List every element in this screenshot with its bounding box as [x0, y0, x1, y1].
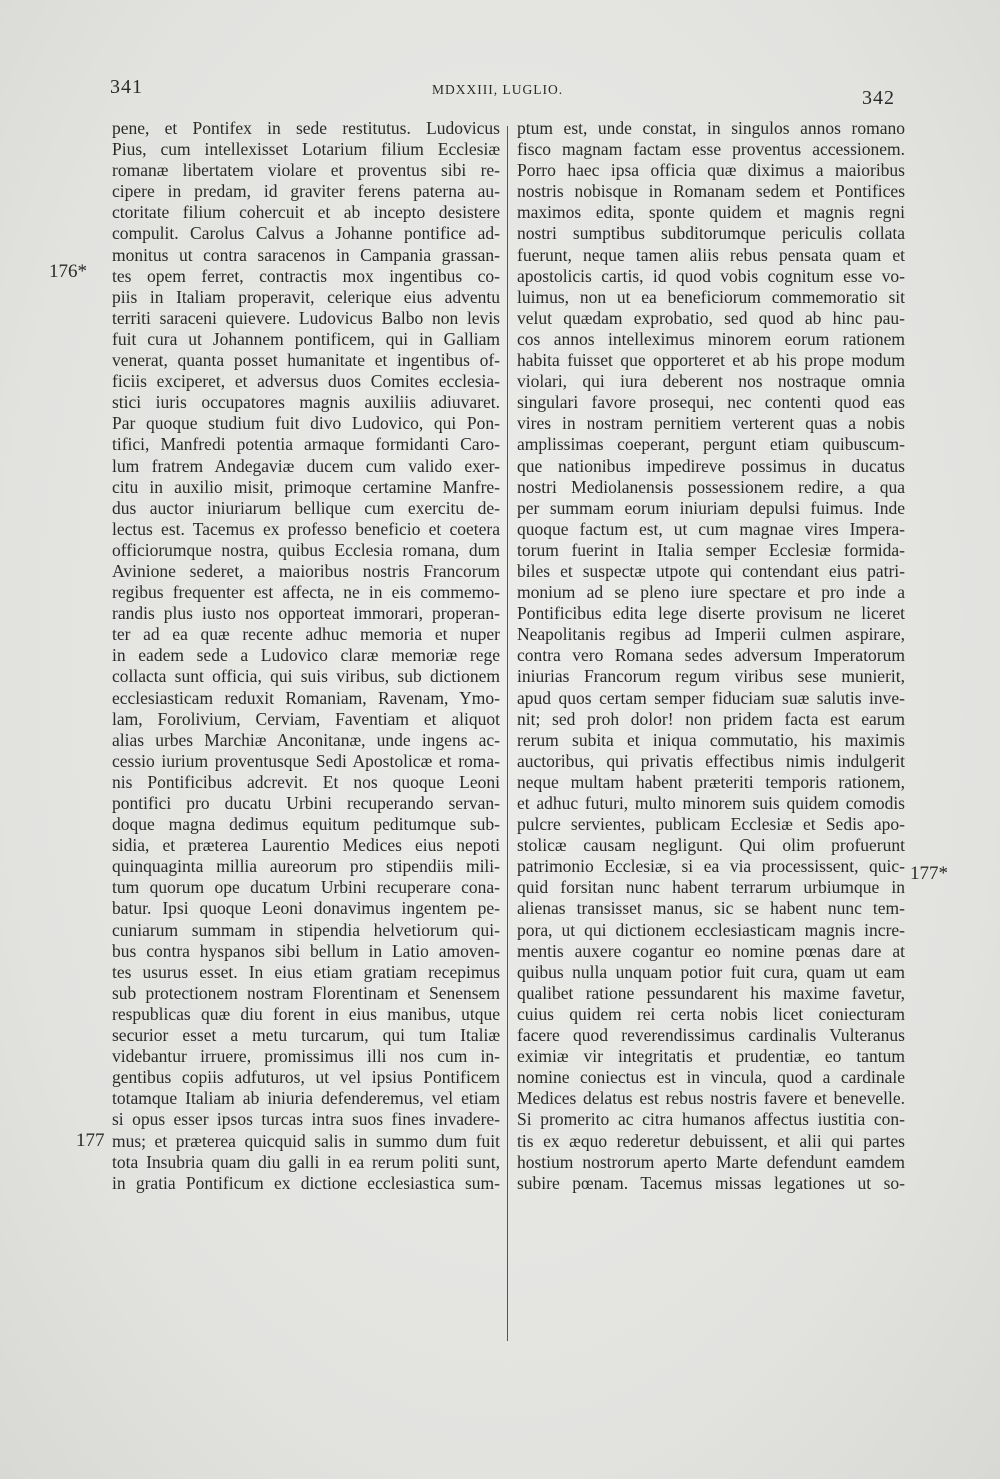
text-line: cos annos intelleximus minorem eorum rationem — [517, 328, 905, 349]
text-line: in eadem sede a Ludovico claræ memoriæ rege — [112, 645, 500, 666]
text-line: nostris nobisque in Romanam sedem et Pontifices — [517, 181, 905, 202]
text-line: mentis auxere cogantur eo nomine pœnas dare at — [517, 940, 905, 961]
text-line: pontifici pro ducatu Urbini recuperando servan- — [112, 793, 500, 813]
text-line: romanæ libertatem violare et proventus sibi re- — [112, 160, 500, 181]
text-line: Medices delatus est rebus nostris favere et benevelle. — [517, 1088, 905, 1109]
text-line: lam, Forolivium, Cerviam, Faventiam et aliquot — [112, 708, 500, 729]
text-line: monium ad se pleno iure spectare et pro inde a — [517, 582, 905, 603]
text-line: mus; et præterea quicquid salis in summo dum fuit — [112, 1130, 500, 1151]
margin-note-left-top: 176* — [49, 261, 87, 282]
text-line: rerum subita et iniqua commutatio, his maximis — [517, 729, 905, 750]
text-line: totamque Italiam ab iniuria defenderemus, vel etiam — [112, 1088, 500, 1109]
text-line: torum fuerint in Italia semper Ecclesiæ formida- — [517, 539, 905, 560]
text-line: fuit cura ut Johannem pontificem, qui in Galliam — [112, 328, 500, 349]
text-line: tes usurus esset. In eius etiam gratiam recepimus — [112, 961, 500, 982]
text-line: respublicas quæ diu forent in eius manibus, utque — [112, 1003, 500, 1024]
text-line: cuniarum summam in stipendia helvetiorum qui- — [112, 919, 500, 940]
text-line: vires in nostram pernitiem verterent quas a nobis — [517, 413, 905, 434]
text-line: tum quorum ope ducatum Urbini recuperare cona- — [112, 877, 500, 898]
text-line: quoque factum est, ut cum magnae vires Impera- — [517, 518, 905, 539]
text-line: fisco magnam factam esse proventus accessionem. — [517, 139, 905, 160]
text-line: in gratia Pontificum ex dictione ecclesiastica sum- — [112, 1172, 500, 1193]
text-line: auctoribus, qui privatis effectibus nimis indulgerit — [517, 750, 905, 771]
text-line: contra vero Romana sedes adversum Imperatorum — [517, 645, 905, 666]
text-line: Porro haec ipsa officia quæ diximus a maioribus — [517, 160, 905, 181]
text-line: territi saraceni quievere. Ludovicus Balbo non levis — [112, 307, 500, 328]
text-line: venerat, quanta posset humanitate et ingentibus of- — [112, 350, 500, 371]
text-line: gentibus copiis adfuturos, ut vel ipsius Pontificem — [112, 1067, 500, 1088]
text-line: nostri Mediolanensis possessionem redire, a qua — [517, 476, 905, 497]
text-line: quid forsitan nunc habent terrarum urbiumque in — [517, 877, 905, 898]
text-line: ficiis exciperet, et adversus duos Comites ecclesia- — [112, 371, 500, 392]
text-line: alienas transisset manus, sic se habent nunc tem- — [517, 898, 905, 919]
text-line: ter ad ea quæ recente adhuc memoria et nuper — [112, 624, 500, 645]
text-line: tis ex æquo rederetur debuissent, et alii qui partes — [517, 1130, 905, 1151]
text-line: patrimonio Ecclesiæ, si ea via processissent, quic- — [517, 856, 905, 877]
text-line: eximiæ vir integritatis et prudentiæ, eo tantum — [517, 1046, 905, 1067]
running-title: MDXXIII, LUGLIO. — [432, 82, 564, 97]
text-line: regibus frequenter est affecta, ne in eis commemo- — [112, 582, 500, 603]
text-line: Avinione sederet, a maioribus nostris Francorum — [112, 560, 500, 581]
text-line: que nationibus impedireve possimus in ducatus — [517, 455, 905, 476]
text-line: citu in auxilio misit, primoque certamine Manfre- — [112, 476, 500, 497]
text-line: nis Pontificibus adcrevit. Et nos quoque Leoni — [112, 771, 500, 792]
page-number-left: 341 — [110, 76, 143, 98]
text-line: cessio iurium proventusque Sedi Apostolicæ et roma- — [112, 750, 500, 771]
text-line: ctoritate filium cohercuit et ab incepto desistere — [112, 202, 500, 223]
text-line: apostolicis cartis, id quod vobis cognitum esse vo- — [517, 265, 905, 286]
text-line: nit; sed proh dolor! non pridem facta est earum — [517, 708, 905, 729]
text-line: pulcre servientes, publicam Ecclesiæ et Sedis apo- — [517, 814, 905, 835]
text-line: tifici, Manfredi potentia armaque formidanti Caro- — [112, 434, 500, 455]
text-line: monitus ut contra saracenos in Campania grassan- — [112, 244, 500, 265]
page-number-right: 342 — [862, 87, 895, 109]
text-line: stici iuris occupatores magnis auxiliis adiuvaret. — [112, 392, 500, 413]
text-line: fuerunt, neque tamen aliis rebus pensata quam et — [517, 244, 905, 265]
text-line: randis plus iusto nos opporteat immorari, properan- — [112, 603, 500, 624]
text-line: videbantur irruere, promissimus illi nos cum in- — [112, 1046, 500, 1067]
text-line: doque magna dedimus equitum peditumque sub- — [112, 814, 500, 835]
text-line: Neapolitanis regibus ad Imperii culmen aspirare, — [517, 624, 905, 645]
text-line: qualibet ratione pessundarent his maxime favetur, — [517, 982, 905, 1003]
text-line: violari, qui iura deberent nos nostraque omnia — [517, 371, 905, 392]
text-line: compulit. Carolus Calvus a Johanne pontifice ad- — [112, 223, 500, 244]
margin-note-left-bottom: 177 — [76, 1130, 105, 1151]
text-line: pora, ut qui dictionem ecclesiasticam magnis incre- — [517, 919, 905, 940]
text-line: biles et suspectæ utpote qui contendant eius patri- — [517, 560, 905, 581]
text-line: alias urbes Marchiæ Anconitanæ, unde ingens ac- — [112, 729, 500, 750]
text-line: Pontificibus edita lege diserte provisum ne liceret — [517, 603, 905, 624]
text-line: nostri sumptibus subditorumque periculis collata — [517, 223, 905, 244]
text-line: quibus nulla unquam potior fuit cura, quam ut eam — [517, 961, 905, 982]
text-line: maximos edita, sponte quidem et magnis regni — [517, 202, 905, 223]
text-line: amplissimas coeperant, pergunt etiam quibuscum- — [517, 434, 905, 455]
text-line: lectus est. Tacemus ex professo beneficio et coetera — [112, 518, 500, 539]
text-line: et adhuc futuri, multo minorem suis quidem comodis — [517, 793, 905, 813]
text-line: per summam eorum iniuriam depulsi fuimus. Inde — [517, 497, 905, 518]
text-line: subire pœnam. Tacemus missas legationes ut so- — [517, 1172, 905, 1193]
text-line: luimus, non ut ea beneficiorum commemoratio sit — [517, 286, 905, 307]
left-column-text — [112, 118, 500, 1194]
text-line: securior esset a metu turcarum, qui tum Italiæ — [112, 1025, 500, 1046]
text-line: hostium nostrorum aperto Marte defendunt eamdem — [517, 1151, 905, 1172]
right-column-text — [517, 118, 905, 1194]
text-line: nomine coniectus est in vincula, quod a cardinale — [517, 1067, 905, 1088]
text-line: officiorumque nostra, quibus Ecclesia romana, dum — [112, 539, 500, 560]
text-line: velut quædam exprobatio, sed quod ab hinc pau- — [517, 307, 905, 328]
text-line: apud quos certam semper fiduciam suæ salutis inve- — [517, 687, 905, 708]
column-divider — [507, 126, 508, 1341]
text-line: collacta sunt officia, qui suis viribus, sub dictionem — [112, 666, 500, 687]
text-line: pene, et Pontifex in sede restitutus. Ludovicus — [112, 118, 500, 138]
text-line: lum fratrem Andegaviæ ducem cum valido exer- — [112, 455, 500, 476]
text-line: piis in Italiam properavit, celerique eius adventu — [112, 286, 500, 307]
text-line: batur. Ipsi quoque Leoni donavimus ingentem pe- — [112, 898, 500, 919]
text-line: tes opem ferret, contractis mox ingentibus co- — [112, 265, 500, 286]
text-line: ecclesiasticam reduxit Romaniam, Ravenam, Ymo- — [112, 687, 500, 708]
text-line: si opus esser ipsos turcas intra suos fines invadere- — [112, 1109, 500, 1130]
text-line: facere quod reverendissimus cardinalis Vulteranus — [517, 1025, 905, 1046]
text-line: dus auctor iniuriarum bellique cum exercitu de- — [112, 497, 500, 518]
text-line: tota Insubria quam diu galli in ea rerum politi sunt, — [112, 1151, 500, 1172]
margin-note-right: 177* — [910, 863, 948, 884]
text-line: neque multam habent præteriti temporis rationem, — [517, 771, 905, 792]
text-line: sub protectionem nostram Florentinam et Senensem — [112, 982, 500, 1003]
text-line: quinquaginta millia aureorum pro stipendiis mili- — [112, 856, 500, 877]
text-line: cuius quidem rei certa nobis licet coniecturam — [517, 1003, 905, 1024]
text-line: sidia, et præterea Laurentio Medices eius nepoti — [112, 835, 500, 856]
text-line: habita fuisset que opporteret et ab his prope modum — [517, 350, 905, 371]
text-line: stolicæ causam negligunt. Qui olim profuerunt — [517, 835, 905, 856]
text-line: singulari favore prosequi, nec contenti quod eas — [517, 392, 905, 413]
text-line: Si promerito ac citra humanos affectus iustitia con- — [517, 1109, 905, 1130]
text-line: bus contra hyspanos sibi bellum in Latio amoven- — [112, 940, 500, 961]
text-line: iniurias Francorum regum viribus sese munierit, — [517, 666, 905, 687]
text-line: Pius, cum intellexisset Lotarium filium Ecclesiæ — [112, 139, 500, 160]
text-line: cipere in predam, id graviter ferens paterna au- — [112, 181, 500, 202]
text-line: Par quoque studium fuit divo Ludovico, qui Pon- — [112, 413, 500, 434]
text-line: ptum est, unde constat, in singulos annos romano — [517, 118, 905, 138]
